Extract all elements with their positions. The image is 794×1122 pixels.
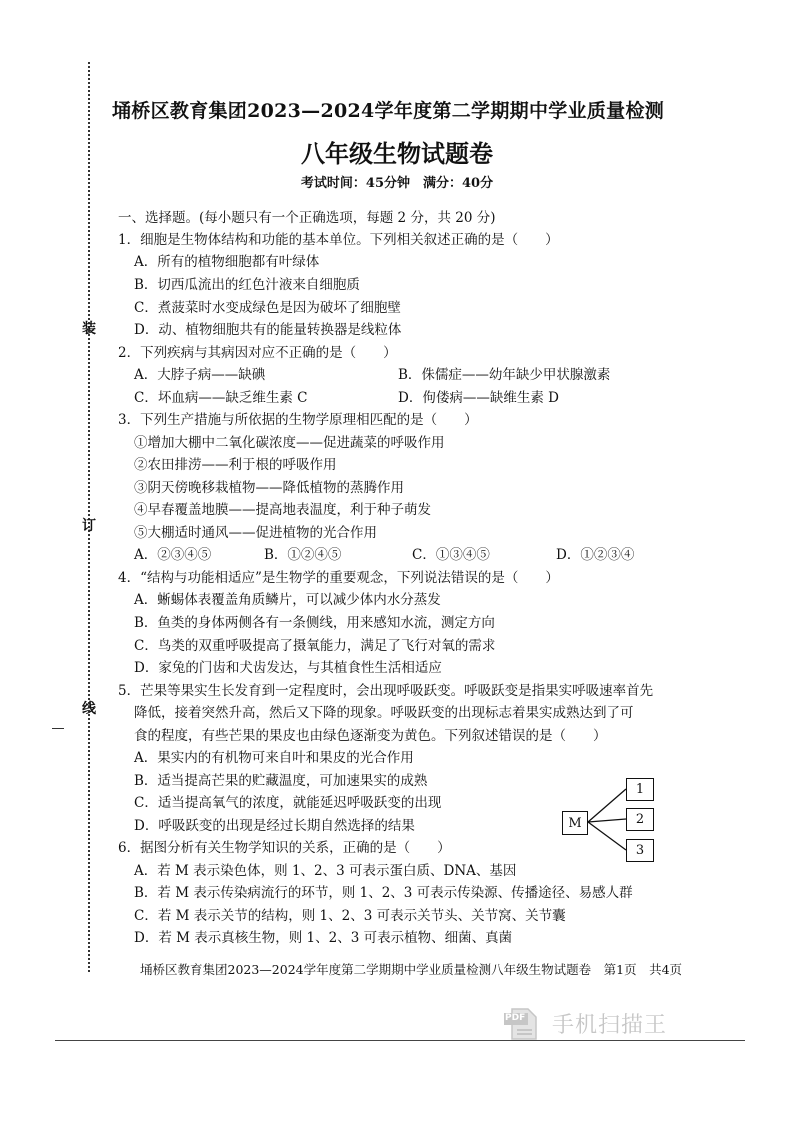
diagram-box-2: 2 [626,808,654,831]
q4-option-b: B．鱼类的身体两侧各有一条侧线，用来感知水流，测定方向 [134,615,495,631]
question-4: 4．“结构与功能相适应”是生物学的重要观念，下列说法错误的是（ ） [118,570,559,586]
paper-title: 八年级生物试题卷 [301,139,493,168]
q2-option-a: A．大脖子病——缺碘 [134,367,266,383]
q1-option-a: A．所有的植物细胞都有叶绿体 [134,254,320,270]
q3-item-2: ②农田排涝——利于根的呼吸作用 [134,457,337,473]
concept-diagram [560,778,660,864]
page-footer: 埇桥区教育集团2023—2024学年度第二学期期中学业质量检测八年级生物试题卷 第1页 共4页 [140,962,683,977]
q5-option-b: B．适当提高芒果的贮藏温度，可加速果实的成熟 [134,773,428,789]
question-6: 6．据图分析有关生物学知识的关系，正确的是（ ） [118,840,451,856]
question-2: 2．下列疾病与其病因对应不正确的是（ ） [118,345,397,361]
q3-item-3: ③阴天傍晚移栽植物——降低植物的蒸腾作用 [134,480,404,496]
diagram-box-m: M [562,811,588,835]
question-3: 3．下列生产措施与所依据的生物学原理相匹配的是（ ） [118,412,478,428]
q3-option-b: B．①②④⑤ [264,547,342,563]
q3-option-a: A．②③④⑤ [134,547,212,563]
binding-char-ding: 订 [82,518,96,534]
scan-mark [52,728,64,729]
connector-3 [588,822,626,850]
diagram-box-1: 1 [626,778,654,801]
q5-option-a: A．果实内的有机物可来自叶和果皮的光合作用 [134,750,414,766]
q1-option-c: C．煮菠菜时水变成绿色是因为破坏了细胞壁 [134,300,401,316]
question-5-line-1: 5．芒果等果实生长发育到一定程度时，会出现呼吸跃变。呼吸跃变是指果实呼吸速率首先 [118,683,654,699]
connector-1 [588,789,626,822]
q2-option-d: D．佝偻病——缺维生素 D [398,390,559,406]
question-1: 1．细胞是生物体结构和功能的基本单位。下列相关叙述正确的是（ ） [118,232,559,248]
q6-option-d: D．若 M 表示真核生物，则 1、2、3 可表示植物、细菌、真菌 [134,930,513,946]
q3-item-1: ①增加大棚中二氧化碳浓度——促进蔬菜的呼吸作用 [134,435,445,451]
binding-char-zhuang: 装 [82,321,96,337]
question-5-line-3: 食的程度，有些芒果的果皮也由绿色逐渐变为黄色。下列叙述错误的是（ ） [134,728,607,744]
section-title: 一、选择题。(每小题只有一个正确选项，每题 2 分，共 20 分) [118,210,496,226]
q3-option-d: D．①②③④ [556,547,635,563]
q6-option-a: A．若 M 表示染色体，则 1、2、3 可表示蛋白质、DNA、基因 [134,863,517,879]
q1-option-d: D．动、植物细胞共有的能量转换器是线粒体 [134,322,402,338]
q3-item-4: ④早春覆盖地膜——提高地表温度，利于种子萌发 [134,502,431,518]
q6-option-c: C．若 M 表示关节的结构，则 1、2、3 可表示关节头、关节窝、关节囊 [134,908,566,924]
scanner-watermark [504,1005,667,1041]
question-5-line-2: 降低，接着突然升高，然后又下降的现象。呼吸跃变的出现标志着果实成熟达到了可 [134,705,634,721]
binding-char-xian: 线 [82,701,96,717]
pdf-document-icon [504,1005,538,1041]
q5-option-c: C．适当提高氧气的浓度，就能延迟呼吸跃变的出现 [134,795,442,811]
watermark-text: 手机扫描王 [552,1012,668,1038]
q2-option-b: B．侏儒症——幼年缺少甲状腺激素 [398,367,611,383]
q4-option-a: A．蜥蜴体表覆盖角质鳞片，可以减少体内水分蒸发 [134,592,441,608]
q4-option-d: D．家兔的门齿和犬齿发达，与其植食性生活相适应 [134,660,442,676]
q4-option-c: C．鸟类的双重呼吸提高了摄氧能力，满足了飞行对氧的需求 [134,638,496,654]
q5-option-d: D．呼吸跃变的出现是经过长期自然选择的结果 [134,818,415,834]
exam-info: 考试时间：45分钟 满分：40分 [300,176,494,191]
connector-2 [588,819,626,822]
exam-title: 埇桥区教育集团2023—2024学年度第二学期期中学业质量检测 [112,100,665,122]
pdf-badge-text: PDF [505,1013,526,1023]
q3-item-5: ⑤大棚适时通风——促进植物的光合作用 [134,525,377,541]
q3-option-c: C．①③④⑤ [412,547,490,563]
q2-option-c: C．坏血病——缺乏维生素 C [134,390,308,406]
diagram-box-3: 3 [626,839,654,862]
q1-option-b: B．切西瓜流出的红色汁液来自细胞质 [134,277,360,293]
q6-option-b: B．若 M 表示传染病流行的环节，则 1、2、3 可表示传染源、传播途径、易感人群 [134,885,633,901]
